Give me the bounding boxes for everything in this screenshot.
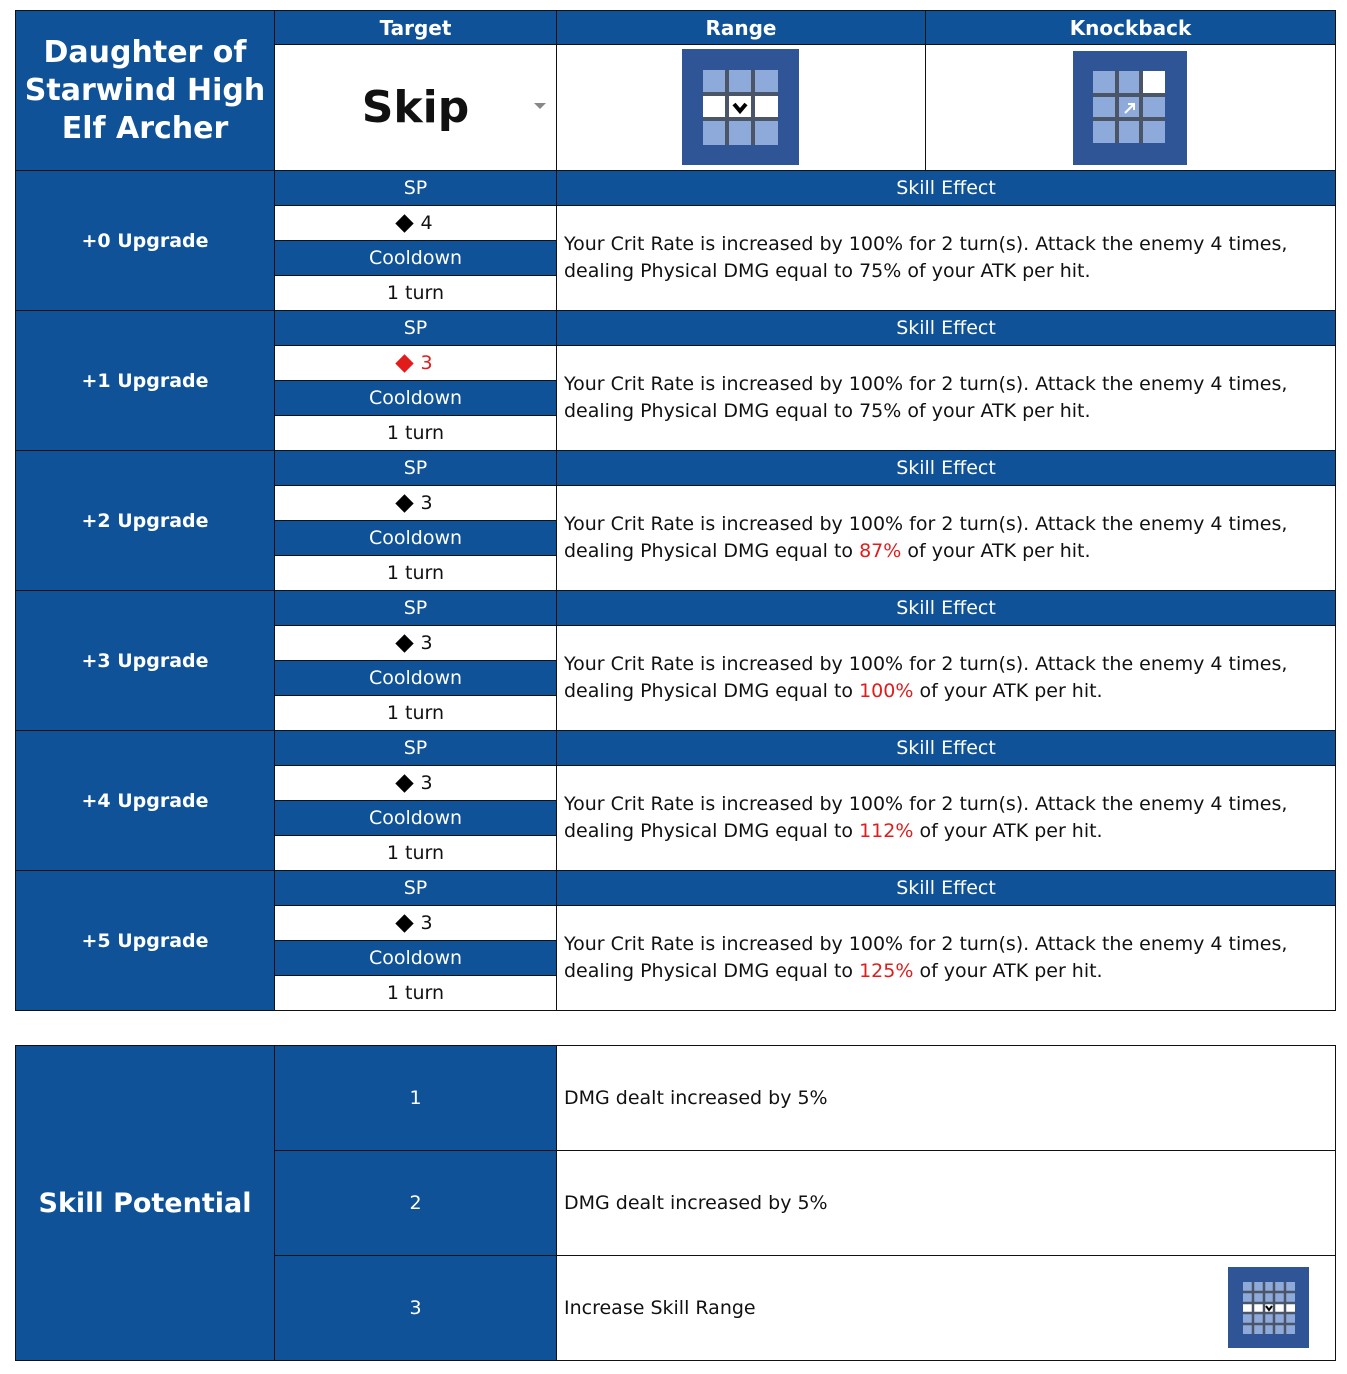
upgrade-label: +5 Upgrade — [15, 870, 275, 1011]
skill-effect-text — [556, 905, 1336, 1011]
skill-effect-header: Skill Effect — [556, 170, 1336, 206]
skill-effect-text — [556, 625, 1336, 731]
potential-level: 3 — [274, 1255, 557, 1361]
diamond-icon — [396, 214, 414, 232]
sp-number: 3 — [420, 352, 433, 374]
cooldown-value: 1 turn — [274, 275, 557, 311]
effect-post: of your ATK per hit. — [901, 400, 1091, 422]
effect-pre: dealing Physical DMG equal to — [564, 400, 860, 422]
sp-value — [274, 485, 557, 521]
sp-value — [274, 905, 557, 941]
effect-damage-value: 75% — [859, 260, 902, 282]
effect-pre: dealing Physical DMG equal to — [564, 680, 860, 702]
cooldown-value: 1 turn — [274, 975, 557, 1011]
sp-number: 3 — [420, 772, 433, 794]
effect-post: of your ATK per hit. — [901, 540, 1091, 562]
cooldown-value: 1 turn — [274, 695, 557, 731]
effect-damage-value: 100% — [859, 680, 914, 702]
effect-line1: Your Crit Rate is increased by 100% for 2 turn(s). Attack the enemy 4 times, — [564, 793, 1288, 815]
upgrade-label: +1 Upgrade — [15, 310, 275, 451]
effect-line1: Your Crit Rate is increased by 100% for 2 turn(s). Attack the enemy 4 times, — [564, 373, 1288, 395]
effect-pre: dealing Physical DMG equal to — [564, 960, 860, 982]
skill-effect-text — [556, 485, 1336, 591]
sp-number: 3 — [420, 632, 433, 654]
cooldown-header: Cooldown — [274, 380, 557, 416]
skill-effect-text — [556, 765, 1336, 871]
expanded-range-grid-icon — [1228, 1267, 1309, 1348]
potential-level: 2 — [274, 1150, 557, 1256]
header-target: Target — [274, 10, 557, 45]
upgrade-label: +4 Upgrade — [15, 730, 275, 871]
effect-pre: dealing Physical DMG equal to — [564, 260, 860, 282]
skill-effect-header: Skill Effect — [556, 450, 1336, 486]
target-value: Skip — [361, 82, 470, 133]
sp-number: 4 — [420, 212, 433, 234]
sp-value — [274, 765, 557, 801]
effect-damage-value: 75% — [859, 400, 902, 422]
knockback-grid-icon — [1073, 51, 1187, 165]
cooldown-header: Cooldown — [274, 800, 557, 836]
effect-line1: Your Crit Rate is increased by 100% for 2 turn(s). Attack the enemy 4 times, — [564, 653, 1288, 675]
cooldown-value: 1 turn — [274, 555, 557, 591]
effect-line1: Your Crit Rate is increased by 100% for 2 turn(s). Attack the enemy 4 times, — [564, 233, 1288, 255]
sp-value — [274, 205, 557, 241]
sp-number: 3 — [420, 912, 433, 934]
sp-header: SP — [274, 310, 557, 346]
effect-damage-value: 87% — [859, 540, 902, 562]
diamond-icon — [396, 354, 414, 372]
sp-number: 3 — [420, 492, 433, 514]
effect-post: of your ATK per hit. — [901, 260, 1091, 282]
sp-header: SP — [274, 870, 557, 906]
effect-post: of your ATK per hit. — [913, 680, 1103, 702]
skill-effect-header: Skill Effect — [556, 730, 1336, 766]
effect-line1: Your Crit Rate is increased by 100% for 2 turn(s). Attack the enemy 4 times, — [564, 933, 1288, 955]
cooldown-header: Cooldown — [274, 520, 557, 556]
sp-header: SP — [274, 730, 557, 766]
diamond-icon — [396, 634, 414, 652]
diamond-icon — [396, 914, 414, 932]
diamond-icon — [396, 774, 414, 792]
range-grid-icon — [682, 49, 799, 165]
cooldown-header: Cooldown — [274, 240, 557, 276]
header-range: Range — [556, 10, 926, 45]
potential-text: DMG dealt increased by 5% — [556, 1045, 1336, 1151]
upgrade-label: +2 Upgrade — [15, 450, 275, 591]
sp-header: SP — [274, 450, 557, 486]
sp-header: SP — [274, 170, 557, 206]
potential-text: DMG dealt increased by 5% — [556, 1150, 1336, 1256]
skill-effect-text — [556, 205, 1336, 311]
header-knockback: Knockback — [925, 10, 1336, 45]
chevron-down-icon — [534, 103, 546, 115]
skill-potential-label: Skill Potential — [15, 1045, 275, 1361]
skill-effect-header: Skill Effect — [556, 310, 1336, 346]
effect-pre: dealing Physical DMG equal to — [564, 540, 860, 562]
cooldown-header: Cooldown — [274, 660, 557, 696]
cooldown-value: 1 turn — [274, 415, 557, 451]
effect-post: of your ATK per hit. — [913, 820, 1103, 842]
sp-value — [274, 625, 557, 661]
skill-effect-header: Skill Effect — [556, 870, 1336, 906]
effect-post: of your ATK per hit. — [913, 960, 1103, 982]
cooldown-header: Cooldown — [274, 940, 557, 976]
effect-damage-value: 112% — [859, 820, 914, 842]
sp-header: SP — [274, 590, 557, 626]
upgrade-label: +3 Upgrade — [15, 590, 275, 731]
upgrade-label: +0 Upgrade — [15, 170, 275, 311]
target-dropdown[interactable] — [274, 44, 557, 171]
effect-damage-value: 125% — [859, 960, 914, 982]
skill-effect-text — [556, 345, 1336, 451]
skill-effect-header: Skill Effect — [556, 590, 1336, 626]
character-name: Daughter of Starwind High Elf Archer — [15, 10, 275, 171]
diamond-icon — [396, 494, 414, 512]
effect-pre: dealing Physical DMG equal to — [564, 820, 860, 842]
sp-value — [274, 345, 557, 381]
cooldown-value: 1 turn — [274, 835, 557, 871]
effect-line1: Your Crit Rate is increased by 100% for 2 turn(s). Attack the enemy 4 times, — [564, 513, 1288, 535]
potential-level: 1 — [274, 1045, 557, 1151]
potential-text: Increase Skill Range — [556, 1255, 1336, 1361]
